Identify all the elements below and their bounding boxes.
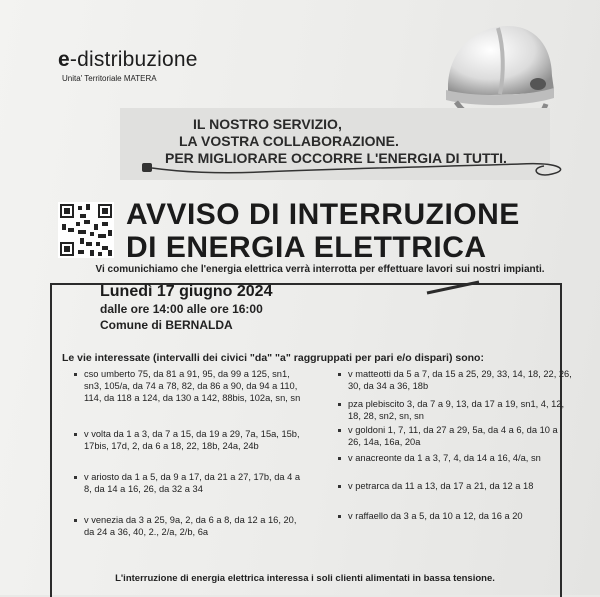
pen-mark bbox=[425, 279, 483, 297]
slogan-line-1: IL NOSTRO SERVIZIO, bbox=[193, 116, 342, 132]
street-text: v volta da 1 a 3, da 7 a 15, da 19 a 29, 7a, 15a, 15b, 17bis, 17d, 2, da 6 a 18, 22, 18b, 24a, 24b bbox=[84, 429, 300, 452]
street-text: v goldoni 1, 7, 11, da 27 a 29, 5a, da 4 a 6, da 10 a 26, 14a, 16a, 20a bbox=[348, 425, 558, 448]
territorial-unit: Unita' Territoriale MATERA bbox=[62, 74, 157, 83]
bullet bbox=[338, 373, 341, 376]
street-item bbox=[338, 424, 573, 448]
street-text: pza plebiscito 3, da 7 a 9, 13, da 17 a 19, sn1, 4, 12, 18, 28, sn2, sn, sn bbox=[348, 399, 565, 422]
street-item bbox=[338, 510, 573, 522]
street-item bbox=[338, 480, 573, 492]
street-text: v anacreonte da 1 a 3, 7, 4, da 14 a 16, 4/a, sn bbox=[348, 453, 541, 463]
street-text: v raffaello da 3 a 5, da 10 a 12, da 16 a 20 bbox=[348, 511, 523, 521]
bullet bbox=[74, 519, 77, 522]
e-distribuzione-logo bbox=[58, 48, 198, 72]
street-item bbox=[74, 514, 309, 538]
street-item bbox=[74, 471, 309, 495]
logo-e: e bbox=[58, 48, 70, 71]
notice-comune: Comune di BERNALDA bbox=[100, 318, 233, 332]
street-text: cso umberto 75, da 81 a 91, 95, da 99 a 125, sn1, sn3, 105/a, da 74 a 78, 82, da 86 a 90, da 94 a 110, 114, da 118 a 124, da 130 a 142, 88bis, 102a, sn, sn bbox=[84, 369, 301, 404]
bullet bbox=[338, 429, 341, 432]
bullet bbox=[74, 373, 77, 376]
plug-cable-decoration bbox=[140, 150, 580, 186]
street-item bbox=[74, 428, 309, 452]
street-item bbox=[338, 452, 573, 464]
notice-title bbox=[126, 198, 586, 264]
street-item bbox=[338, 398, 573, 422]
bullet bbox=[338, 515, 341, 518]
footer-note: L'interruzione di energia elettrica interessa i soli clienti alimentati in bassa tensione. bbox=[115, 573, 495, 584]
streets-heading: Le vie interessate (intervalli dei civici "da" "a" raggruppati per pari e/o dispari) sono: bbox=[62, 352, 484, 364]
title-line-1: AVVISO DI INTERRUZIONE bbox=[126, 198, 520, 231]
bullet bbox=[74, 476, 77, 479]
notice-date: Lunedì 17 giugno 2024 bbox=[100, 283, 273, 300]
bullet bbox=[74, 433, 77, 436]
street-text: v ariosto da 1 a 5, da 9 a 17, da 21 a 27, 17b, da 4 a 8, da 14 a 16, 26, da 32 a 34 bbox=[84, 472, 301, 495]
bullet bbox=[338, 403, 341, 406]
street-item bbox=[338, 368, 573, 392]
street-text: v venezia da 3 a 25, 9a, 2, da 6 a 8, da 12 a 16, 20, da 24 a 36, 40, 2., 2/a, 2/b, 6a bbox=[84, 515, 297, 538]
bullet bbox=[338, 457, 341, 460]
bullet bbox=[338, 485, 341, 488]
title-line-2: DI ENERGIA ELETTRICA bbox=[126, 231, 487, 264]
qr-code bbox=[58, 202, 114, 258]
street-text: v petrarca da 11 a 13, da 17 a 21, da 12 a 18 bbox=[348, 481, 534, 491]
intro-text: Vi comunichiamo che l'energia elettrica verrà interrotta per effettuare lavori sui nostri impianti. bbox=[95, 264, 545, 275]
logo-text: -distribuzione bbox=[69, 48, 198, 71]
slogan-line-3: PER MIGLIORARE OCCORRE L'ENERGIA DI TUTTI. bbox=[165, 150, 507, 166]
notice-time: dalle ore 14:00 alle ore 16:00 bbox=[100, 302, 263, 316]
slogan-line-2: LA VOSTRA COLLABORAZIONE. bbox=[179, 133, 399, 149]
street-text: v matteotti da 5 a 7, da 15 a 25, 29, 33, 14, 18, 22, 26, 30, da 34 a 36, 18b bbox=[348, 369, 572, 392]
street-item bbox=[74, 368, 309, 405]
